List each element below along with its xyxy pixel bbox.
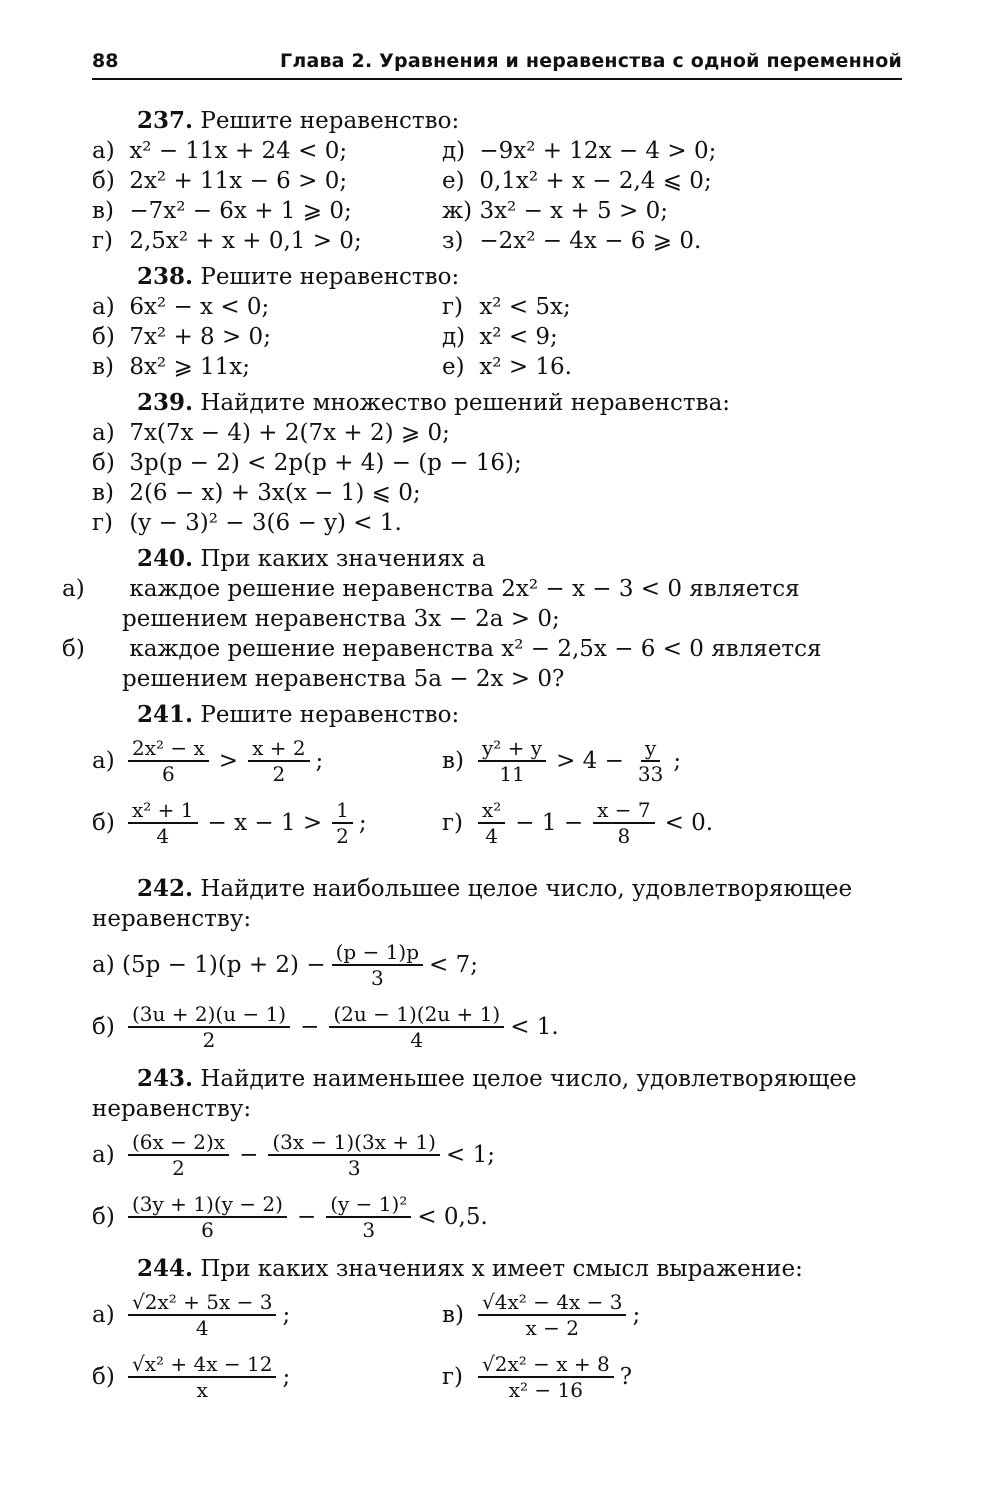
problem-title: При каких значениях x имеет смысл выражение:	[200, 1256, 803, 1282]
list-item: в) $\frac{\text{y² + y}}{11}$ > 4 − $\frac{y}{33}$ ;	[442, 736, 682, 786]
problem-number: 238.	[137, 263, 194, 290]
list-item: а) 7x(7x − 4) + 2(7x + 2) ⩾ 0;	[92, 420, 450, 446]
list-item: а) каждое решение неравенства 2x² − x − 3 < 0 является решением неравенства 3x − 2a > 0;	[62, 576, 800, 632]
fraction: $\frac{(3x - 1)(3x + 1)}{3}$	[268, 1130, 440, 1180]
fraction: $\frac{(3y + 1)(y - 2)}{6}$	[128, 1192, 287, 1242]
fraction: $\frac{\text{2x² − x}}{6}$	[128, 736, 209, 786]
fraction: $\frac{x + 2}{2}$	[248, 736, 309, 786]
list-item: г) (y − 3)² − 3(6 − y) < 1.	[92, 510, 402, 536]
page-header	[92, 50, 902, 80]
problem-240-heading	[92, 544, 904, 574]
problem-241-heading	[92, 700, 904, 730]
list-item: б) $\frac{(3y + 1)(y - 2)}{6}$ − $\frac{\text{(y − 1)²}}{3}$ < 0,5.	[92, 1192, 488, 1242]
list-item: д) −9x² + 12x − 4 > 0;	[442, 138, 717, 164]
fraction: $\frac{\text{x² + 1}}{4}$	[128, 798, 198, 848]
list-item: б) каждое решение неравенства x² − 2,5x − 6 < 0 является решением неравенства 5a − 2x > 0?	[62, 636, 822, 692]
list-item: а) $\frac{\text{√2x² + 5x − 3}}{4}$ ;	[92, 1290, 291, 1340]
fraction: $\frac{\text{√2x² − x + 8}}{\text{x² − 16}}$	[478, 1352, 614, 1402]
fraction: $\frac{\text{√x² + 4x − 12}}{x}$	[128, 1352, 276, 1402]
fraction: $\frac{\text{(y − 1)²}}{3}$	[326, 1192, 411, 1242]
problem-number: 239.	[137, 389, 194, 416]
problem-number: 243.	[137, 1065, 194, 1092]
problem-title: При каких значениях a	[200, 546, 486, 572]
problem-242-items	[92, 934, 904, 1058]
list-item: в) 8x² ⩾ 11x;	[92, 354, 251, 380]
list-item: е) 0,1x² + x − 2,4 ⩽ 0;	[442, 168, 712, 194]
list-item: г) x² < 5x;	[442, 294, 571, 320]
problem-238-items	[92, 292, 904, 382]
problem-number: 242.	[137, 875, 194, 902]
fraction: $\frac{(3u + 2)(u - 1)}{2}$	[128, 1002, 290, 1052]
problem-number: 244.	[137, 1255, 194, 1282]
problem-number: 240.	[137, 545, 194, 572]
problem-number: 241.	[137, 701, 194, 728]
problem-243-items	[92, 1124, 904, 1248]
list-item: в) 2(6 − x) + 3x(x − 1) ⩽ 0;	[92, 480, 421, 506]
problem-title: Найдите наибольшее целое число, удовлетворяющее неравенству:	[92, 876, 853, 932]
list-item: б) 2x² + 11x − 6 > 0;	[92, 168, 348, 194]
problem-number: 237.	[137, 107, 194, 134]
fraction: $\frac{x - 7}{8}$	[593, 798, 654, 848]
problem-title: Найдите наименьшее целое число, удовлетворяющее неравенству:	[92, 1066, 857, 1122]
fraction: $\frac{(2u - 1)(2u + 1)}{4}$	[329, 1002, 504, 1052]
list-item: е) x² > 16.	[442, 354, 572, 380]
list-item: б) $\frac{\text{x² + 1}}{4}$ − x − 1 > $\frac{1}{2}$ ;	[92, 798, 367, 848]
list-item: б) $\frac{(3u + 2)(u - 1)}{2}$ − $\frac{(2u - 1)(2u + 1)}{4}$ < 1.	[92, 1002, 559, 1052]
problem-244-items	[92, 1284, 904, 1408]
problem-244-heading	[92, 1254, 904, 1284]
fraction: $\frac{\text{y² + y}}{11}$	[478, 736, 546, 786]
problem-239-heading	[92, 388, 904, 418]
list-item: а) 6x² − x < 0;	[92, 294, 270, 320]
list-item: з) −2x² − 4x − 6 ⩾ 0.	[442, 228, 702, 254]
fraction: $\frac{\text{√4x² − 4x − 3}}{x - 2}$	[478, 1290, 626, 1340]
page-content	[62, 100, 904, 1408]
problem-title: Найдите множество решений неравенства:	[200, 390, 731, 416]
problem-243-heading	[92, 1064, 904, 1124]
problem-title: Решите неравенство:	[200, 108, 460, 134]
list-item: б) 3p(p − 2) < 2p(p + 4) − (p − 16);	[92, 450, 522, 476]
list-item: а) (5p − 1)(p + 2) − $\frac{(p - 1)p}{3}$ < 7;	[92, 940, 478, 990]
fraction: $\frac{(6x - 2)x}{2}$	[128, 1130, 229, 1180]
problem-241-items	[92, 730, 904, 854]
list-item: б) $\frac{\text{√x² + 4x − 12}}{x}$ ;	[92, 1352, 291, 1402]
list-item: в) −7x² − 6x + 1 ⩾ 0;	[92, 198, 352, 224]
page-number: 88	[92, 50, 119, 72]
list-item: ж) 3x² − x + 5 > 0;	[442, 198, 668, 224]
chapter-title: Глава 2. Уравнения и неравенства с одной переменной	[280, 50, 902, 72]
list-item: а) x² − 11x + 24 < 0;	[92, 138, 348, 164]
problem-242-heading	[92, 874, 904, 934]
list-item: г) $\frac{\text{√2x² − x + 8}}{\text{x² − 16}}$ ?	[442, 1352, 633, 1402]
problem-title: Решите неравенство:	[200, 702, 460, 728]
list-item: а) $\frac{\text{2x² − x}}{6}$ > $\frac{x + 2}{2}$ ;	[92, 736, 324, 786]
problem-237-heading	[92, 106, 904, 136]
fraction: $\frac{\text{√2x² + 5x − 3}}{4}$	[128, 1290, 276, 1340]
list-item: г) 2,5x² + x + 0,1 > 0;	[92, 228, 362, 254]
fraction: $\frac{y}{33}$	[637, 736, 664, 786]
problem-title: Решите неравенство:	[200, 264, 460, 290]
list-item: г) $\frac{\text{x²}}{4}$ − 1 − $\frac{x - 7}{8}$ < 0.	[442, 798, 714, 848]
fraction: $\frac{1}{2}$	[332, 798, 353, 848]
list-item: а) $\frac{(6x - 2)x}{2}$ − $\frac{(3x - 1)(3x + 1)}{3}$ < 1;	[92, 1130, 495, 1180]
list-item: д) x² < 9;	[442, 324, 558, 350]
problem-237-items	[92, 136, 904, 256]
problem-239-items	[92, 418, 904, 538]
fraction: $\frac{\text{x²}}{4}$	[478, 798, 505, 848]
problem-238-heading	[92, 262, 904, 292]
list-item: в) $\frac{\text{√4x² − 4x − 3}}{x - 2}$ ;	[442, 1290, 641, 1340]
problem-240-items	[62, 574, 904, 694]
list-item: б) 7x² + 8 > 0;	[92, 324, 271, 350]
fraction: $\frac{(p - 1)p}{3}$	[332, 940, 423, 990]
